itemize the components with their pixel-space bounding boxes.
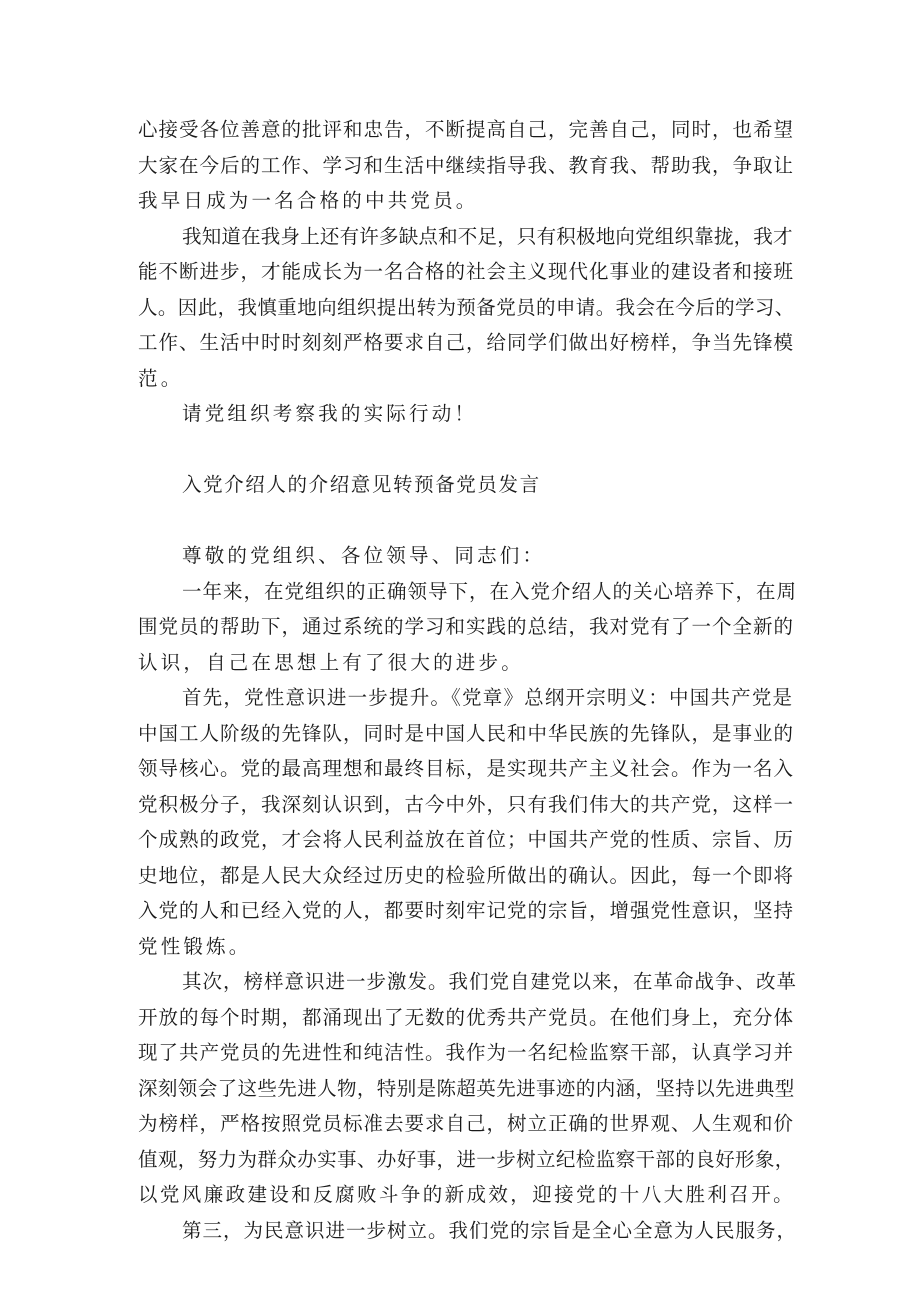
- text-line: 人。因此，我慎重地向组织提出转为预备党员的申请。我会在今后的学习、: [138, 295, 795, 319]
- text-line: 首先，党性意识进一步提升。《党章》总纲开宗明义：中国共产党是: [182, 686, 794, 709]
- paragraph: [138, 680, 798, 964]
- text-line: 开放的每个时期，都涌现出了无数的优秀共产党员。在他们身上，充分体: [138, 1005, 795, 1029]
- text-line: 中国工人阶级的先锋队，同时是中国人民和中华民族的先锋队，是事业的: [138, 721, 795, 745]
- text-line: 史地位，都是人民大众经过历史的检验所做出的确认。因此，每一个即将: [138, 863, 795, 887]
- text-line: 值观，努力为群众办实事、办好事，进一步树立纪检监察干部的良好形象，: [138, 1147, 795, 1171]
- text-line: 党积极分子，我深刻认识到，古今中外，只有我们伟大的共产党，这样一: [138, 792, 795, 816]
- text-line: 党性锻炼。: [138, 934, 252, 958]
- text-line: 围党员的帮助下，通过系统的学习和实践的总结，我对党有了一个全新的: [138, 615, 795, 638]
- text-line: 大家在今后的工作、学习和生活中继续指导我、教育我、帮助我，争取让: [138, 153, 795, 177]
- text-line: 现了共产党员的先进性和纯洁性。我作为一名纪检监察干部，认真学习并: [138, 1041, 795, 1064]
- text-line: 其次，榜样意识进一步激发。我们党自建党以来，在革命战争、改革: [182, 970, 798, 993]
- text-line: 我知道在我身上还有许多缺点和不足，只有积极地向党组织靠拢，我才: [182, 224, 793, 248]
- paragraph: [138, 112, 798, 219]
- text-line: 范。: [138, 366, 184, 390]
- paragraph: [138, 219, 798, 397]
- section-title: 入党介绍人的介绍意见转预备党员发言: [182, 473, 541, 496]
- text-line: 第三，为民意识进一步树立。我们党的宗旨是全心全意为人民服务，: [182, 1218, 798, 1242]
- text-line: 个成熟的政党，才会将人民利益放在首位；中国共产党的性质、宗旨、历: [138, 828, 795, 851]
- text-line: 以党风廉政建设和反腐败斗争的新成效，迎接党的十八大胜利召开。: [138, 1183, 796, 1206]
- paragraph: [138, 1213, 798, 1249]
- blank-line: [138, 432, 798, 468]
- text-line: 工作、生活中时时刻刻严格要求自己，给同学们做出好榜样，争当先锋模: [138, 331, 795, 354]
- text-line: 为榜样，严格按照党员标准去要求自己，树立正确的世界观、人生观和价: [138, 1112, 795, 1135]
- blank-line: [138, 503, 798, 539]
- paragraph: [138, 964, 798, 1213]
- document-page: [138, 112, 798, 1248]
- text-line: 我早日成为一名合格的中共党员。: [138, 189, 479, 212]
- text-line: 能不断进步，才能成长为一名合格的社会主义现代化事业的建设者和接班: [138, 260, 795, 283]
- text-line: 认识，自己在思想上有了很大的进步。: [138, 650, 524, 674]
- text-line: 领导核心。党的最高理想和最终目标，是实现共产主义社会。作为一名入: [138, 757, 795, 780]
- paragraph: [138, 396, 798, 432]
- text-line: 入党的人和已经入党的人，都要时刻牢记党的宗旨，增强党性意识，坚持: [138, 899, 795, 922]
- text-line: 请党组织考察我的实际行动！: [182, 402, 478, 425]
- text-line: 深刻领会了这些先进人物，特别是陈超英先进事迹的内涵，坚持以先进典型: [138, 1076, 795, 1100]
- salutation: 尊敬的党组织、各位领导、同志们：: [182, 544, 546, 567]
- text-line: 一年来，在党组织的正确领导下，在入党介绍人的关心培养下，在周: [182, 579, 798, 603]
- text-line: 心接受各位善意的批评和忠告，不断提高自己，完善自己，同时，也希望: [138, 118, 795, 141]
- paragraph: [138, 574, 798, 681]
